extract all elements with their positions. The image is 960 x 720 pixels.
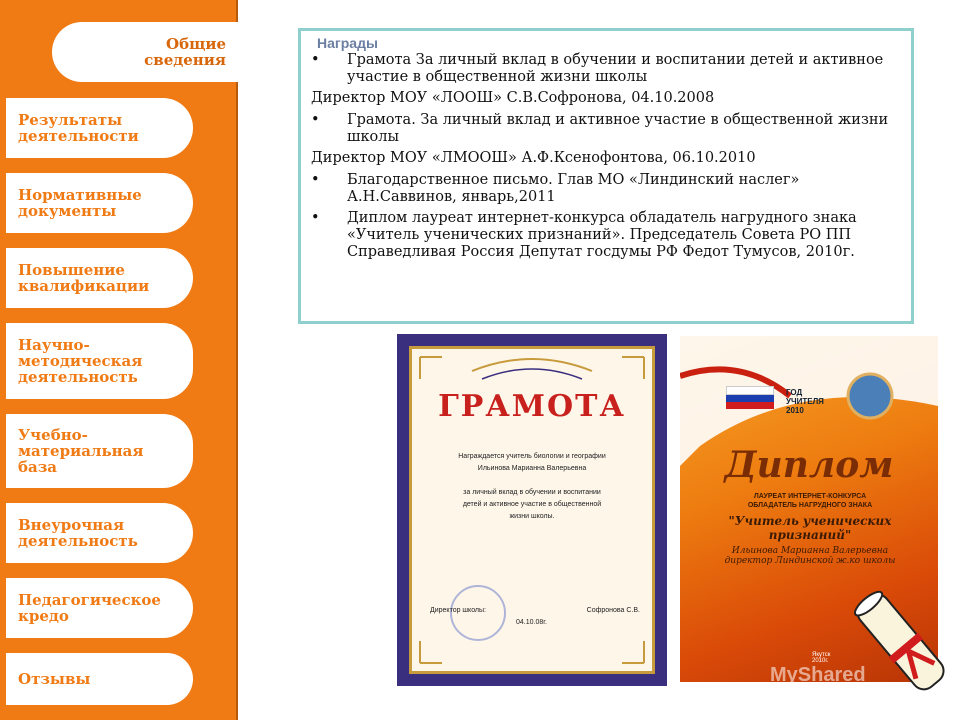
nav-reviews-label: Отзывы xyxy=(18,670,91,688)
nav-general-info-label: Общие сведения xyxy=(144,35,226,69)
bullet-icon: • xyxy=(311,210,320,226)
award-director: Директор МОУ «ЛМООШ» А.Ф.Ксенофонтова, 06.10.2010 xyxy=(311,150,756,166)
watermark: MyShared xyxy=(770,664,866,686)
nav-regulatory-docs-label: Нормативные документы xyxy=(18,186,142,220)
nav-extracurricular-label: Внеурочная деятельность xyxy=(18,516,138,550)
awards-box xyxy=(298,28,914,324)
bullet-icon: • xyxy=(311,112,320,128)
nav-qualification[interactable] xyxy=(6,248,193,308)
nav-pedagogical-credo[interactable] xyxy=(6,578,193,638)
sidebar xyxy=(0,0,238,720)
diploma-place: Якутск 2010г. xyxy=(812,652,831,664)
nav-results[interactable] xyxy=(6,98,193,158)
award-item xyxy=(311,210,901,261)
diploma-subtitle: ЛАУРЕАТ ИНТЕРНЕТ-КОНКУРСА ОБЛАДАТЕЛЬ НАГРУДНОГО ЗНАКА xyxy=(747,493,873,509)
gramota-signature xyxy=(430,607,640,614)
gramota-title: ГРАМОТА xyxy=(438,389,626,424)
award-item xyxy=(311,172,901,206)
nav-pedagogical-credo-label: Педагогическое кредо xyxy=(18,591,161,625)
nav-regulatory-docs[interactable] xyxy=(6,173,193,233)
year-of-teacher-logo: ГОД УЧИТЕЛЯ 2010 xyxy=(786,388,824,415)
award-text: Грамота. За личный вклад и активное участие в общественной жизни школы xyxy=(347,112,889,145)
nav-results-label: Результаты деятельности xyxy=(18,111,139,145)
nav-general-info[interactable] xyxy=(52,22,246,82)
gramota-sign-label: Директор школы: xyxy=(430,607,486,614)
gramota-certificate-image xyxy=(397,334,667,686)
nav-reviews[interactable] xyxy=(6,653,193,705)
diploma-recipient: Ильинова Марианна Валерьевна директор Линдинской ж.ко школы xyxy=(724,546,896,566)
nav-methodical-label: Научно- методическая деятельность xyxy=(18,336,143,386)
diploma-title: Диплом xyxy=(724,444,894,486)
award-text: Грамота За личный вклад в обучении и воспитании детей и активное участие в общественной жизни школы xyxy=(347,52,884,85)
gramota-date: 04.10.08г. xyxy=(516,619,547,626)
award-item xyxy=(311,52,901,86)
bullet-icon: • xyxy=(311,172,320,188)
award-text: Диплом лауреат интернет-конкурса обладатель нагрудного знака «Учитель ученических признаний». Председатель Совета РО ПП Справедливая Россия Депутат госдумы РФ Федот Тумусов, 2010г. xyxy=(347,210,857,260)
nav-material-base-label: Учебно- материальная база xyxy=(18,426,144,476)
bullet-icon: • xyxy=(311,52,320,68)
gramota-body: Награждается учитель биологии и географии Ильинова Марианна Валерьевна за личный вклад в обучении и воспитании детей и активное участие в общественной жизни школы. xyxy=(458,453,606,520)
nav-extracurricular[interactable] xyxy=(6,503,193,563)
diploma-quote: "Учитель ученических признаний" xyxy=(728,514,892,542)
russian-flag-icon xyxy=(726,386,774,408)
nav-qualification-label: Повышение квалификации xyxy=(18,261,150,295)
nav-methodical[interactable] xyxy=(6,323,193,399)
award-text: Благодарственное письмо. Глав МО «Линдинский наслег» А.Н.Саввинов, январь,2011 xyxy=(347,172,800,205)
gramota-frame xyxy=(409,346,655,674)
award-item xyxy=(311,112,901,146)
awards-title: Награды xyxy=(317,35,378,51)
award-director: Директор МОУ «ЛООШ» С.В.Софронова, 04.10.2008 xyxy=(311,90,715,106)
gramota-signer: Софронова С.В. xyxy=(586,607,640,614)
nav-material-base[interactable] xyxy=(6,414,193,488)
